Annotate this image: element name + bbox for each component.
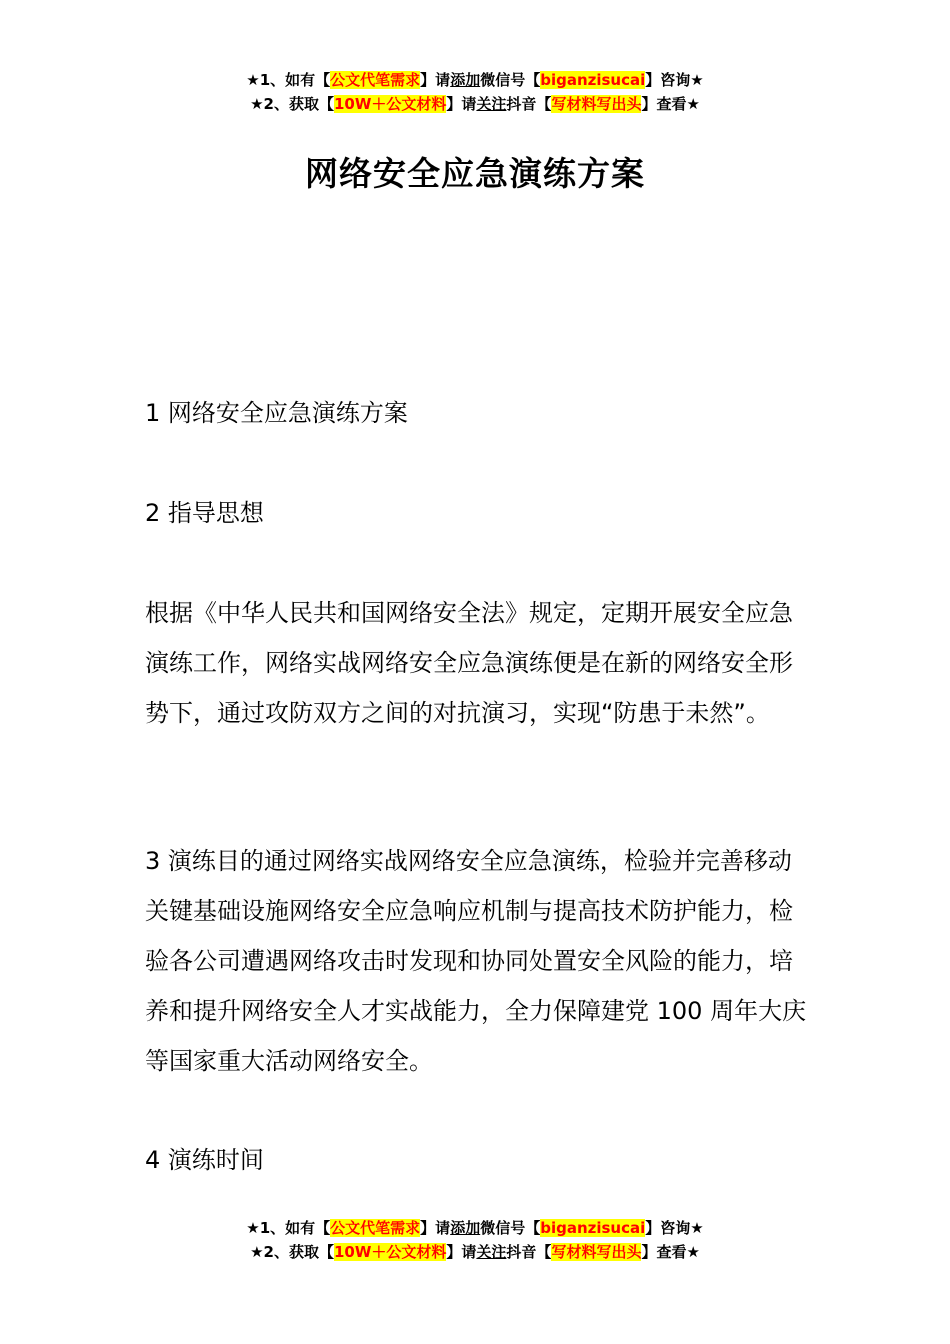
highlight-text: 公文代笔需求 bbox=[330, 1219, 421, 1237]
highlight-text: 10W＋公文材料 bbox=[333, 95, 447, 113]
highlight-text: biganzisucai bbox=[540, 1219, 646, 1237]
banner-text: ★2、获取【 bbox=[250, 1243, 334, 1261]
banner-text: 抖音【 bbox=[506, 95, 552, 113]
paragraph-2 bbox=[145, 836, 810, 1086]
highlight-text: 公文代笔需求 bbox=[330, 71, 421, 89]
banner-text: 】请 bbox=[446, 1243, 477, 1261]
section-heading-1 bbox=[145, 388, 810, 438]
banner-text: 】查看★ bbox=[641, 1243, 700, 1261]
banner-text: 】请 bbox=[446, 95, 477, 113]
highlight-text: 10W＋公文材料 bbox=[333, 1243, 447, 1261]
section-heading-text: 1 网络安全应急演练方案 bbox=[145, 399, 408, 427]
header-banner bbox=[0, 68, 950, 116]
banner-text: 抖音【 bbox=[506, 1243, 552, 1261]
banner-text: ★2、获取【 bbox=[250, 95, 334, 113]
section-heading-4 bbox=[145, 1135, 810, 1185]
banner-text: ★1、如有【 bbox=[246, 1219, 331, 1237]
banner-line-1 bbox=[0, 68, 950, 92]
banner-line-1 bbox=[0, 1216, 950, 1240]
highlight-text: 写材料写出头 bbox=[551, 1243, 642, 1261]
banner-text: 】查看★ bbox=[641, 95, 700, 113]
banner-text: 】咨询★ bbox=[645, 1219, 704, 1237]
banner-text: 】咨询★ bbox=[645, 71, 704, 89]
banner-text: ★1、如有【 bbox=[246, 71, 331, 89]
paragraph-1 bbox=[145, 588, 810, 738]
banner-text: 微信号【 bbox=[480, 71, 541, 89]
banner-line-2 bbox=[0, 92, 950, 116]
paragraph-text: 根据《中华人民共和国网络安全法》规定，定期开展安全应急演练工作，网络实战网络安全应急演练便是在新的网络安全形势下，通过攻防双方之间的对抗演习，实现“防患于未然”。 bbox=[145, 599, 793, 727]
paragraph-text: 3 演练目的通过网络实战网络安全应急演练，检验并完善移动关键基础设施网络安全应急响应机制与提高技术防护能力，检验各公司遭遇网络攻击时发现和协同处置安全风险的能力，培养和提升网络安全人才实战能力，全力保障建党 100 周年大庆等国家重大活动网络安全。 bbox=[145, 847, 807, 1075]
banner-text: 】请 bbox=[420, 71, 451, 89]
section-heading-text: 4 演练时间 bbox=[145, 1146, 264, 1174]
section-heading-2 bbox=[145, 488, 810, 538]
footer-banner bbox=[0, 1216, 950, 1264]
document-title: 网络安全应急演练方案 bbox=[305, 154, 645, 193]
underlined-text: 添加 bbox=[450, 1219, 481, 1237]
underlined-text: 关注 bbox=[476, 95, 507, 113]
highlight-text: biganzisucai bbox=[540, 71, 646, 89]
highlight-text: 写材料写出头 bbox=[551, 95, 642, 113]
underlined-text: 添加 bbox=[450, 71, 481, 89]
banner-line-2 bbox=[0, 1240, 950, 1264]
underlined-text: 关注 bbox=[476, 1243, 507, 1261]
banner-text: 】请 bbox=[420, 1219, 451, 1237]
section-heading-text: 2 指导思想 bbox=[145, 499, 264, 527]
banner-text: 微信号【 bbox=[480, 1219, 541, 1237]
